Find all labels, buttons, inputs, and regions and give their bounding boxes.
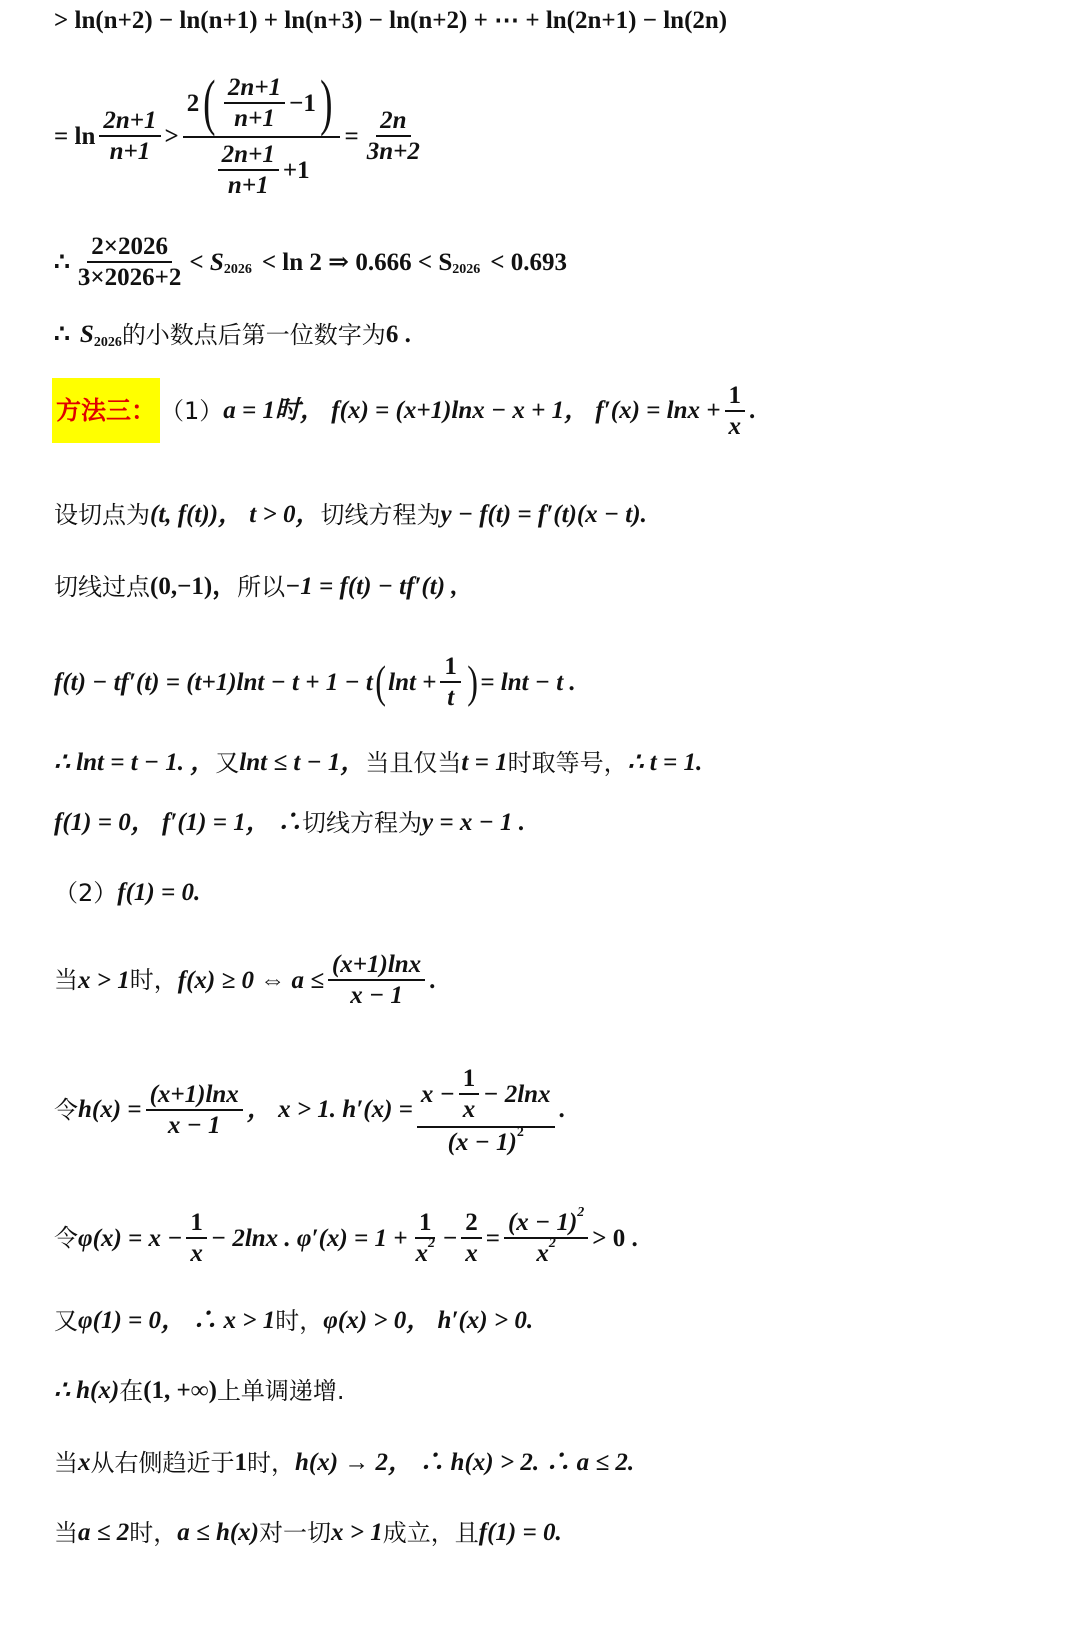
x-minus: x − xyxy=(420,1080,455,1108)
frac-den: x xyxy=(462,1096,476,1123)
bound-fraction xyxy=(74,232,186,292)
conclusion-text: 的小数点后第一位数字为 xyxy=(121,320,386,349)
one-over-x2 xyxy=(411,1208,439,1268)
bound-line xyxy=(54,232,567,292)
text-iff: 当且仅当 xyxy=(365,748,462,777)
s-symbol: S xyxy=(79,321,94,348)
den-fraction xyxy=(218,140,279,200)
x-minus-1: (x − 1) xyxy=(447,1129,517,1156)
one-over-x xyxy=(725,381,746,441)
frac-num: (x − 1) 2 xyxy=(504,1208,588,1239)
frac-num: 1 xyxy=(459,1064,480,1095)
s-subscript: 2026 xyxy=(223,262,252,277)
text-let: 令 xyxy=(54,1224,78,1252)
frac-num: (x+1)lnx xyxy=(146,1080,243,1111)
text-let: 令 xyxy=(54,1095,78,1124)
h-prime-fraction xyxy=(417,1062,555,1157)
derivation-rhs: = lnt − t . xyxy=(480,668,576,696)
therefore-sign: ∴ xyxy=(54,321,70,348)
rparen: ) xyxy=(467,656,478,707)
lnt-line xyxy=(54,750,702,775)
x-symbol: x xyxy=(78,1449,91,1476)
x-gt-1: x > 1 xyxy=(78,966,130,994)
h-fraction xyxy=(146,1080,243,1140)
text-time: 时， xyxy=(275,1306,324,1335)
lparen: ( xyxy=(375,656,386,707)
text-on: 在 xyxy=(119,1376,144,1405)
square: 2 xyxy=(516,1124,524,1140)
interval: (1, +∞) xyxy=(143,1377,217,1404)
lnt-inequality: lnt ≤ t − 1， xyxy=(239,749,366,776)
digit-six: 6 . xyxy=(385,321,411,348)
text-when: 当 xyxy=(54,966,78,994)
therefore-h: ∴ h(x) xyxy=(54,1377,120,1404)
point-condition-line xyxy=(54,574,458,599)
text-increasing: 上单调递增. xyxy=(216,1376,345,1405)
ln-prefix: = ln xyxy=(54,122,96,150)
text-tangent-eq: 切线方程为 xyxy=(301,808,422,837)
text-time: 时， xyxy=(129,966,178,994)
phi-result-line xyxy=(54,1308,533,1333)
method-three-label: 方法三： xyxy=(52,378,160,443)
limit-line xyxy=(54,1450,634,1475)
equivalence: f(x) ≥ 0 ⇔ a ≤ xyxy=(177,966,324,994)
gt-sign: > xyxy=(164,122,179,150)
text-approaches: 从右侧趋近于 xyxy=(90,1448,235,1477)
rparen: ) xyxy=(319,69,333,137)
frac-den: x − 1 xyxy=(167,1111,221,1139)
text-when: 当 xyxy=(54,1518,78,1547)
h-prime-den xyxy=(444,1124,528,1157)
inner-num: 2n+1 xyxy=(224,73,285,104)
frac-num: 2n+1 xyxy=(99,106,160,137)
final-line xyxy=(54,1520,562,1545)
frac-den: x xyxy=(465,1240,478,1267)
compound-den xyxy=(210,138,314,202)
rhs-num: 2n xyxy=(376,106,410,137)
derivation-lhs: f(t) − tf′(t) = (t+1)lnt − t + 1 − t xyxy=(54,668,373,696)
minus-one: −1 xyxy=(289,89,316,117)
text-equality: 时取等号， xyxy=(507,748,628,777)
minus-2lnx: − 2lnx xyxy=(483,1080,551,1108)
text-time: 时， xyxy=(247,1448,295,1477)
f1-zero: f(1) = 0. xyxy=(478,1519,562,1546)
method-three-line xyxy=(52,378,755,443)
therefore-sign: ∴ xyxy=(54,248,70,276)
a-le-h: a ≤ h(x) xyxy=(177,1519,260,1546)
lnt-equation: ∴ lnt = t − 1. ， xyxy=(54,749,216,776)
lparen: ( xyxy=(203,69,216,137)
den-num: 2n+1 xyxy=(218,140,279,171)
inner-fraction xyxy=(224,73,285,133)
frac-num: 1 xyxy=(186,1208,207,1239)
plus-one: +1 xyxy=(282,156,310,184)
part-two-line xyxy=(54,880,200,905)
part-two-label: （2） xyxy=(54,878,118,907)
telescoping-sum: > ln(n+2) − ln(n+1) + ln(n+3) − ln(n+2) + ⋯ + ln(2n+1) − ln(2n) xyxy=(54,7,728,34)
frac-den: x 2 xyxy=(536,1235,556,1267)
text-passes: 切线过点 xyxy=(54,572,150,601)
frac-den: x 2 xyxy=(415,1235,435,1267)
bound-num: 2×2026 xyxy=(87,232,172,263)
squared-fraction xyxy=(504,1204,588,1268)
eq-sign: = xyxy=(344,122,359,150)
rhs-den: 3n+2 xyxy=(366,138,420,165)
function-definition: a = 1时， f(x) = (x+1)lnx − x + 1， f′(x) = lnx + xyxy=(223,397,721,424)
frac-num: (x+1)lnx xyxy=(328,950,425,981)
tangent-point-line xyxy=(54,502,647,527)
period: . xyxy=(558,1096,565,1123)
tangent-result: y = x − 1 . xyxy=(421,809,525,836)
f1-values: f(1) = 0， f′(1) = 1， ∴ xyxy=(54,809,302,836)
h-prime-def: ， x > 1. h′(x) = xyxy=(246,1096,413,1123)
frac-den: n+1 xyxy=(109,138,151,165)
text-when: 当 xyxy=(54,1448,78,1477)
phi-prime-def: − 2lnx . φ′(x) = 1 + xyxy=(210,1224,408,1252)
s-subscript-2: 2026 xyxy=(452,262,481,277)
telescoping-sum-line xyxy=(54,8,727,33)
gt-zero: > 0 . xyxy=(592,1224,638,1252)
compound-num xyxy=(183,70,341,138)
f1-zero: f(1) = 0. xyxy=(117,879,201,906)
compound-fraction xyxy=(183,70,341,202)
period: . xyxy=(429,966,436,994)
ln2-bound: < ln 2 ⇒ 0.666 < S xyxy=(261,248,453,276)
minus: − xyxy=(442,1224,458,1252)
conclusion-line xyxy=(54,320,411,350)
frac-num: 2 xyxy=(461,1208,482,1239)
text-for-all: 对一切 xyxy=(259,1518,332,1547)
inner-den: n+1 xyxy=(234,105,275,132)
text-tangent-eq: 切线方程为 xyxy=(320,500,441,529)
tangent-point: (t, f(t))， t > 0， xyxy=(150,501,321,528)
frac-den: x − 1 xyxy=(350,982,403,1009)
period: . xyxy=(749,397,756,424)
lnt-plus: lnt + xyxy=(388,668,437,696)
tangent-equation: y − f(t) = f′(t)(x − t). xyxy=(440,501,647,528)
h-definition-line xyxy=(54,1062,565,1157)
tangent-result-line xyxy=(54,810,525,835)
phi-def: φ(x) = x − xyxy=(78,1224,183,1252)
upper-bound: < 0.693 xyxy=(490,248,568,276)
text-also: 又 xyxy=(215,748,240,777)
text-so: 所以 xyxy=(237,572,286,601)
t-equals-1: t = 1 xyxy=(461,749,508,776)
phi1-zero: φ(1) = 0， ∴ x > 1 xyxy=(78,1307,276,1334)
condition-line xyxy=(54,950,435,1010)
text-also: 又 xyxy=(54,1306,78,1335)
frac-den: t xyxy=(447,684,455,711)
two-over-x xyxy=(461,1208,482,1268)
s-subscript: 2026 xyxy=(93,334,122,350)
phi-line xyxy=(54,1204,638,1268)
s-symbol: < S xyxy=(189,248,224,276)
equals: = xyxy=(485,1224,500,1252)
point-0-neg1: (0,−1)， xyxy=(150,573,238,600)
one: 1 xyxy=(234,1449,247,1476)
fraction-2n1-n1 xyxy=(99,106,160,166)
frac-num: 1 xyxy=(725,381,746,412)
one-over-x xyxy=(459,1064,480,1124)
rhs-fraction xyxy=(363,106,424,166)
therefore-t1: ∴ t = 1. xyxy=(627,749,703,776)
monotonic-line xyxy=(54,1378,345,1403)
one-over-t xyxy=(440,652,461,712)
text-holds: 成立，且 xyxy=(382,1518,479,1547)
frac-num: 1 xyxy=(415,1208,436,1239)
two-coef: 2 xyxy=(186,89,200,117)
den-den: n+1 xyxy=(227,172,269,199)
ln-inequality-line xyxy=(54,70,428,202)
text-tangent-point: 设切点为 xyxy=(54,500,150,529)
phi-positive: φ(x) > 0， h′(x) > 0. xyxy=(323,1307,534,1334)
limit-result: h(x) → 2， ∴ h(x) > 2. ∴ a ≤ 2. xyxy=(295,1449,635,1476)
derivation-line xyxy=(54,652,576,712)
one-over-x xyxy=(186,1208,207,1268)
h-prime-num xyxy=(417,1062,555,1128)
x-gt-1: x > 1 xyxy=(331,1519,383,1546)
part-one-label: （1） xyxy=(160,396,224,425)
a-le-2: a ≤ 2 xyxy=(78,1519,130,1546)
frac-num: 1 xyxy=(440,652,461,683)
frac-den: x xyxy=(190,1240,203,1267)
frac-den: x xyxy=(728,412,742,440)
text-time: 时， xyxy=(129,1518,178,1547)
bound-den: 3×2026+2 xyxy=(77,264,182,291)
condition-equation: −1 = f(t) − tf′(t) , xyxy=(285,573,458,600)
ratio-fraction xyxy=(328,950,425,1010)
h-def: h(x) = xyxy=(78,1096,142,1123)
